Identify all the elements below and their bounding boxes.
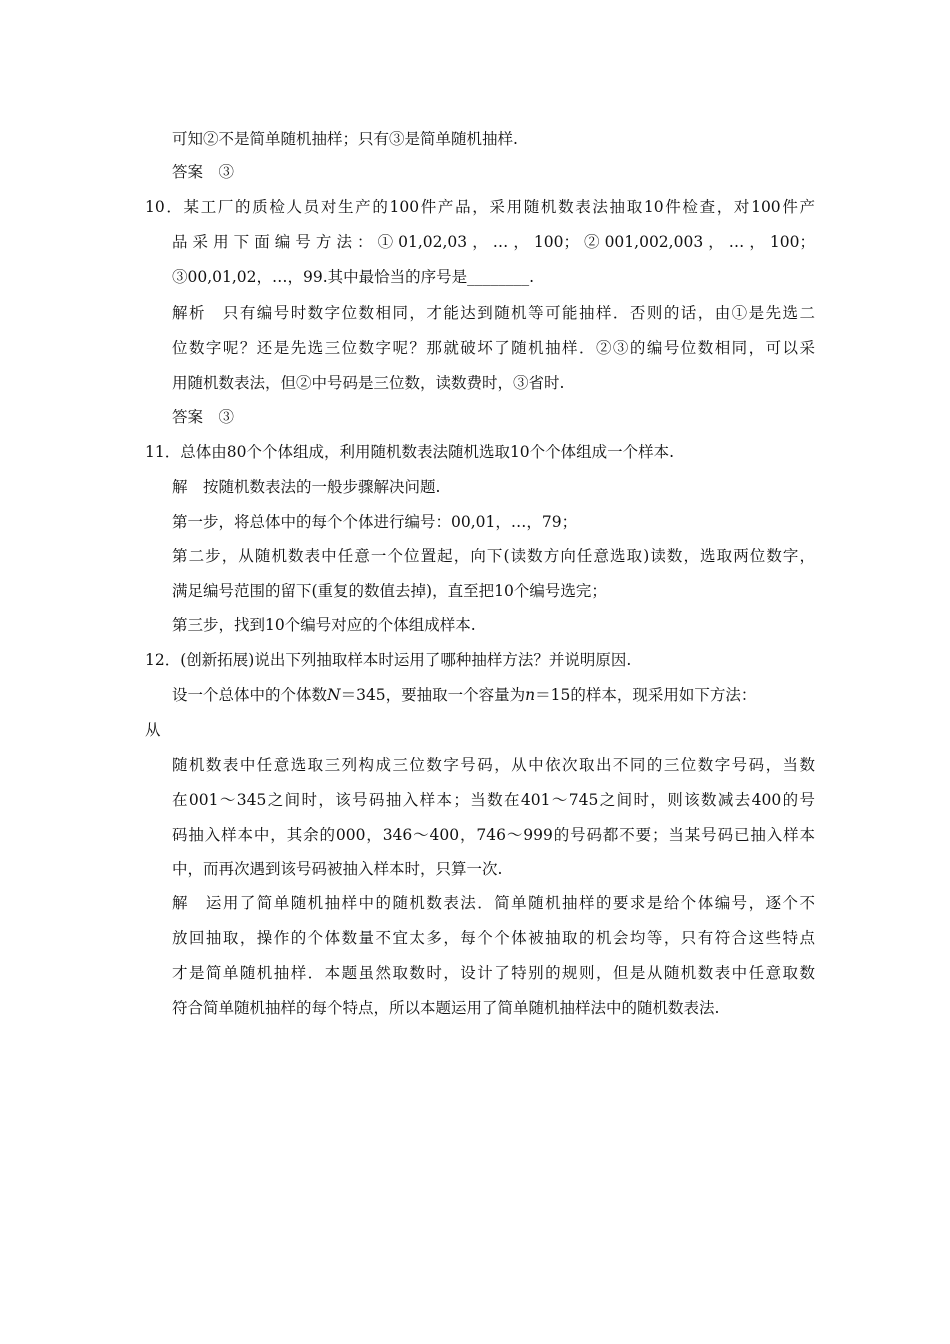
analysis-line: 用随机数表法，但②中号码是三位数，读数费时，③省时. bbox=[172, 374, 565, 392]
answer-line: 答案 ③ bbox=[172, 408, 235, 426]
question-12-line: 中，而再次遇到该号码被抽入样本时，只算一次. bbox=[172, 860, 503, 878]
question-10-line: 10．某工厂的质检人员对生产的100件产品，采用随机数表法抽取10件检查，对100件产 bbox=[145, 198, 815, 216]
question-11-line: 11．总体由80个个体组成，利用随机数表法随机选取10个个体组成一个样本. bbox=[145, 443, 675, 461]
question-12-line: 在001～345之间时，该号码抽入样本；当数在401～745之间时，则该数减去400的号 bbox=[172, 791, 815, 809]
solution-step-line: 满足编号范围的留下(重复的数值去掉)，直至把10个编号选完； bbox=[172, 582, 607, 600]
question-12-line: 12．(创新拓展)说出下列抽取样本时运用了哪种抽样方法？并说明原因. bbox=[145, 651, 632, 669]
solution-step-line: 第一步，将总体中的每个个体进行编号：00,01，…，79； bbox=[172, 513, 578, 531]
variable-N: N bbox=[327, 686, 341, 704]
solution-line: 才是简单随机抽样．本题虽然取数时，设计了特别的规则，但是从随机数表中任意取数 bbox=[172, 964, 815, 982]
question-10-line: 品采用下面编号方法：①01,02,03，…，100；②001,002,003，…，100； bbox=[172, 233, 815, 251]
question-12-line: 随机数表中任意选取三列构成三位数字号码，从中依次取出不同的三位数字号码，当数 bbox=[172, 756, 815, 774]
solution-line: 解 按随机数表法的一般步骤解决问题. bbox=[172, 478, 441, 496]
solution-line: 符合简单随机抽样的每个特点，所以本题运用了简单随机抽样法中的随机数表法. bbox=[172, 999, 720, 1017]
solution-step-line: 第三步，找到10个编号对应的个体组成样本. bbox=[172, 616, 476, 634]
analysis-line: 位数字呢？还是先选三位数字呢？那就破坏了随机抽样．②③的编号位数相同，可以采 bbox=[172, 339, 815, 357]
solution-line: 放回抽取，操作的个体数量不宜太多，每个个体被抽取的机会均等，只有符合这些特点 bbox=[172, 929, 815, 947]
text-segment: 设一个总体中的个体数 bbox=[172, 686, 328, 704]
answer-line: 答案 ③ bbox=[172, 163, 235, 181]
solution-text-line: 可知②不是简单随机抽样；只有③是简单随机抽样. bbox=[172, 130, 518, 148]
variable-n: n bbox=[525, 686, 536, 704]
analysis-line: 解析 只有编号时数字位数相同，才能达到随机等可能抽样．否则的话，由①是先选二 bbox=[172, 304, 815, 322]
text-segment: ＝15的样本，现采用如下方法： bbox=[535, 686, 757, 704]
question-10-line: ③00,01,02，…，99.其中最恰当的序号是________. bbox=[172, 268, 535, 286]
question-12-line: 从 bbox=[145, 721, 161, 739]
question-12-line bbox=[172, 684, 756, 706]
solution-step-line: 第二步，从随机数表中任意一个位置起，向下(读数方向任意选取)读数，选取两位数字， bbox=[172, 547, 815, 565]
question-12-line: 码抽入样本中，其余的000，346～400，746～999的号码都不要；当某号码已抽入样本 bbox=[172, 826, 815, 844]
text-segment: ＝345，要抽取一个容量为 bbox=[340, 686, 526, 704]
solution-line: 解 运用了简单随机抽样中的随机数表法．简单随机抽样的要求是给个体编号，逐个不 bbox=[172, 894, 815, 912]
